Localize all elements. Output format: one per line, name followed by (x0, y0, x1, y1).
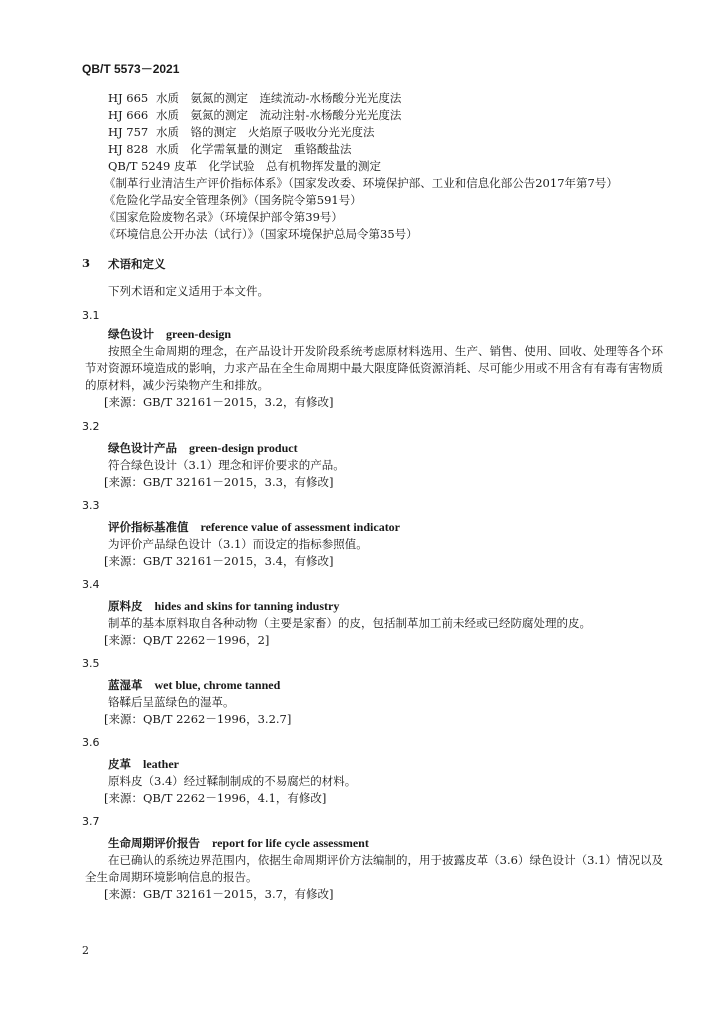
regulation-item: 《国家危险废物名录》（环境保护部令第39号） (104, 210, 343, 224)
term-english: green-design (166, 327, 232, 341)
reference-title: 皮革 化学试验 总有机物挥发量的测定 (174, 159, 381, 173)
term-chinese: 生命周期评价报告 (108, 836, 200, 850)
page-number: 2 (82, 944, 89, 957)
term-number: 3.5 (82, 657, 100, 670)
term-number: 3.2 (82, 420, 100, 433)
term-number: 3.1 (82, 309, 100, 322)
reference-item (108, 141, 352, 157)
term-heading (108, 326, 231, 342)
reference-code: HJ 666 (108, 108, 149, 122)
term-chinese: 皮革 (108, 757, 131, 771)
term-chinese: 原料皮 (108, 599, 143, 613)
reference-item (108, 158, 381, 174)
reference-code: QB/T 5249 (108, 159, 171, 173)
reference-code: HJ 828 (108, 142, 149, 156)
reference-code: HJ 757 (108, 125, 149, 139)
term-english: report for life cycle assessment (212, 836, 369, 850)
term-definition: 铬鞣后呈蓝绿色的湿革。 (108, 695, 235, 709)
reference-title: 水质 铬的测定 火焰原子吸收分光光度法 (156, 125, 375, 139)
term-definition: 在已确认的系统边界范围内，依据生命周期评价方法编制的，用于披露皮革（3.6）绿色设计（3.1）情况以及全生命周期环境影响信息的报告。 (85, 853, 663, 884)
reference-title: 水质 氨氮的测定 连续流动-水杨酸分光光度法 (156, 91, 402, 105)
reference-title: 水质 氨氮的测定 流动注射-水杨酸分光光度法 (156, 108, 402, 122)
term-heading (108, 440, 298, 456)
reference-item (108, 107, 401, 123)
term-heading (108, 519, 400, 535)
reference-title: 水质 化学需氧量的测定 重铬酸盐法 (156, 142, 352, 156)
term-number: 3.3 (82, 499, 100, 512)
term-definition: 符合绿色设计（3.1）理念和评价要求的产品。 (108, 458, 345, 472)
term-source: [来源：GB/T 32161－2015，3.2，有修改] (104, 395, 334, 409)
term-chinese: 绿色设计产品 (108, 441, 177, 455)
term-english: wet blue, chrome tanned (154, 678, 281, 692)
regulation-item: 《制革行业清洁生产评价指标体系》（国家发改委、环境保护部、工业和信息化部公告2017年第7号） (104, 176, 618, 190)
term-source: [来源：GB/T 32161－2015，3.7，有修改] (104, 887, 334, 901)
term-definition: 制革的基本原料取自各种动物（主要是家畜）的皮，包括制革加工前未经或已经防腐处理的皮。 (108, 616, 591, 630)
regulation-item: 《环境信息公开办法（试行）》（国家环境保护总局令第35号） (104, 227, 418, 241)
term-source: [来源：QB/T 2262－1996，3.2.7] (104, 712, 292, 726)
term-chinese: 绿色设计 (108, 327, 154, 341)
reference-item (108, 90, 401, 106)
term-heading (108, 835, 369, 851)
term-chinese: 蓝湿革 (108, 678, 143, 692)
term-number: 3.7 (82, 815, 100, 828)
term-source: [来源：QB/T 2262－1996，2] (104, 633, 270, 647)
section-number: 3 (82, 256, 91, 270)
term-english: green-design product (189, 441, 298, 455)
term-chinese: 评价指标基准值 (108, 520, 189, 534)
term-number: 3.6 (82, 736, 100, 749)
term-heading (108, 677, 280, 693)
term-english: reference value of assessment indicator (200, 520, 401, 534)
regulation-item: 《危险化学品安全管理条例》（国务院令第591号） (104, 193, 362, 207)
reference-code: HJ 665 (108, 91, 149, 105)
section-title: 术语和定义 (108, 257, 166, 271)
document-header: QB/T 5573－2021 (82, 62, 180, 76)
term-heading (108, 756, 179, 772)
term-english: leather (143, 757, 179, 771)
term-source: [来源：GB/T 32161－2015，3.4，有修改] (104, 554, 334, 568)
term-heading (108, 598, 339, 614)
term-source: [来源：GB/T 32161－2015，3.3，有修改] (104, 475, 334, 489)
term-number: 3.4 (82, 578, 100, 591)
term-definition: 原料皮（3.4）经过鞣制制成的不易腐烂的材料。 (108, 774, 357, 788)
section-intro: 下列术语和定义适用于本文件。 (108, 284, 269, 298)
reference-item (108, 124, 375, 140)
term-definition: 按照全生命周期的理念，在产品设计开发阶段系统考虑原材料选用、生产、销售、使用、回收、处理等各个环节对资源环境造成的影响，力求产品在全生命周期中最大限度降低资源消耗、尽可能少用或不用含有有毒有害物质的原材料，减少污染物产生和排放。 (85, 344, 663, 392)
term-source: [来源：QB/T 2262－1996，4.1，有修改] (104, 791, 327, 805)
term-definition: 为评价产品绿色设计（3.1）而设定的指标参照值。 (108, 537, 368, 551)
term-english: hides and skins for tanning industry (154, 599, 340, 613)
